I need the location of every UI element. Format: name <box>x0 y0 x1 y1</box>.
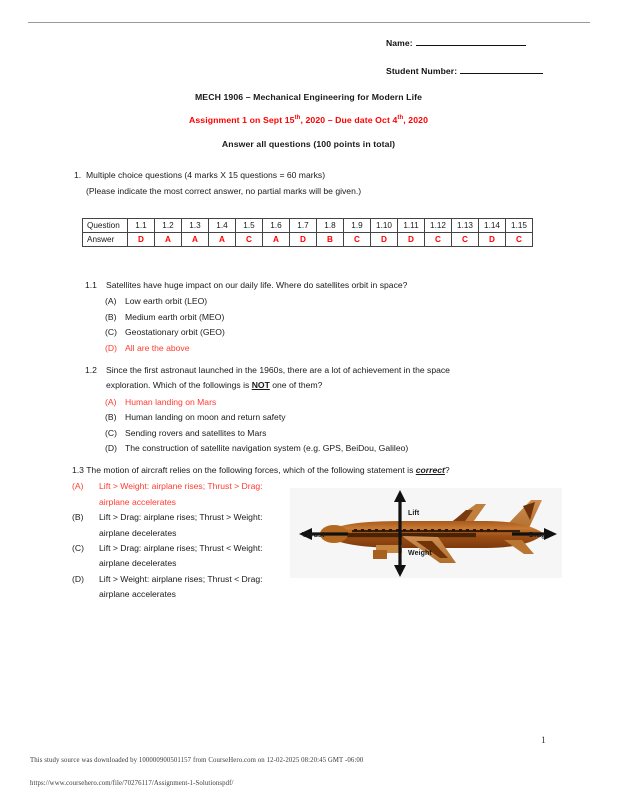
option-text: Lift > Weight: airplane rises; Thrust > Drag: airplane accelerates <box>99 481 263 507</box>
question-1-3-text-pre: The motion of aircraft relies on the following forces, which of the following statement is <box>86 465 416 475</box>
question-1-2-line-2-pre: exploration. Which of the followings is <box>106 380 252 391</box>
answer-key-table <box>82 218 533 247</box>
download-notice: This study source was downloaded by 100000900501157 from CourseHero.com on 12-02-2025 08:20:45 GMT -06:00 <box>30 757 364 764</box>
answer-cell: C <box>425 233 452 247</box>
question-1-2-line-1: Since the first astronaut launched in the 1960s, there are a lot of achievement in the space <box>106 365 450 375</box>
answer-cell: C <box>236 233 263 247</box>
option-text: Medium earth orbit (MEO) <box>125 311 225 322</box>
assignment-mid: , 2020 – Due date Oct 4 <box>300 115 398 126</box>
name-label: Name: <box>386 38 413 48</box>
row-label-question: Question <box>83 219 128 233</box>
name-blank <box>416 45 526 46</box>
answer-cell: D <box>128 233 155 247</box>
answer-cell: D <box>290 233 317 247</box>
option-letter: (A) <box>72 481 84 492</box>
option-text: Lift > Drag: airplane rises; Thrust > Weight: airplane decelerates <box>99 512 263 538</box>
option-letter: (D) <box>105 342 117 353</box>
window-dots <box>354 529 497 531</box>
section-1-line-1: Multiple choice questions (4 marks X 15 questions = 60 marks) <box>86 170 326 180</box>
question-1-2-option-c <box>85 426 555 441</box>
question-cell: 1.15 <box>506 219 533 233</box>
answer-instruction: Answer all questions (100 points in total) <box>221 138 396 149</box>
question-cell: 1.11 <box>398 219 425 233</box>
question-1-3-option-a <box>72 479 277 510</box>
question-1-1-text: Satellites have huge impact on our daily life. Where do satellites orbit in space? <box>106 280 408 290</box>
question-1-1-option-b <box>85 310 555 325</box>
answer-cell: A <box>182 233 209 247</box>
question-cell: 1.7 <box>290 219 317 233</box>
option-text: Low earth orbit (LEO) <box>125 296 208 307</box>
table-row-questions <box>83 219 533 233</box>
question-1-2-option-d <box>85 441 555 456</box>
question-cell: 1.13 <box>452 219 479 233</box>
question-1-1-stem <box>85 278 555 293</box>
question-1-2-emphasis: NOT <box>251 380 270 391</box>
option-letter: (B) <box>105 412 117 423</box>
question-cell: 1.12 <box>425 219 452 233</box>
answer-cell: D <box>371 233 398 247</box>
assignment-post: , 2020 <box>403 115 429 126</box>
student-number-field-line <box>386 66 543 76</box>
name-field-line <box>386 38 526 48</box>
title-block <box>0 92 617 162</box>
question-1-2-option-b <box>85 410 555 425</box>
question-1-3-options <box>72 479 277 602</box>
question-1-3-stem <box>72 463 552 478</box>
section-1-intro <box>74 168 362 199</box>
answer-cell: A <box>263 233 290 247</box>
assignment-sup-1: th <box>294 115 301 122</box>
assignment-pre: Assignment 1 on Sept 15 <box>188 115 295 126</box>
course-title: MECH 1906 – Mechanical Engineering for Modern Life <box>194 92 423 102</box>
question-cell: 1.1 <box>128 219 155 233</box>
option-letter: (D) <box>72 573 84 584</box>
option-letter: (B) <box>105 311 117 322</box>
answer-cell: C <box>452 233 479 247</box>
section-1-number: 1. <box>74 170 82 180</box>
assignment-dates <box>0 115 617 125</box>
page-number: 1 <box>541 736 546 746</box>
option-letter: (A) <box>105 296 117 307</box>
question-1-2-option-a <box>85 395 555 410</box>
option-text: The construction of satellite navigation system (e.g. GPS, BeiDou, Galileo) <box>125 443 409 454</box>
answer-cell: A <box>209 233 236 247</box>
option-letter: (D) <box>105 443 117 454</box>
engine-nacelle <box>373 550 387 559</box>
figure-label-lift: Lift <box>408 510 420 517</box>
question-1-2-line-2-post: one of them? <box>269 380 323 391</box>
question-cell: 1.4 <box>209 219 236 233</box>
section-1-line-2: (Please indicate the most correct answer, no partial marks will be given.) <box>86 185 362 196</box>
question-cell: 1.6 <box>263 219 290 233</box>
question-cell: 1.2 <box>155 219 182 233</box>
question-cell: 1.3 <box>182 219 209 233</box>
question-cell: 1.14 <box>479 219 506 233</box>
question-1-1-number: 1.1 <box>85 280 97 290</box>
question-1-1-option-d <box>85 341 555 356</box>
student-number-blank <box>460 73 543 74</box>
option-text: Human landing on moon and return safety <box>125 412 286 423</box>
option-text: All are the above <box>125 342 190 353</box>
question-1-3-number: 1.3 <box>72 465 84 475</box>
option-letter: (C) <box>105 427 117 438</box>
header-divider <box>28 22 590 23</box>
answer-cell: B <box>317 233 344 247</box>
source-url: https://www.coursehero.com/file/70276117/Assignment-1-Solutionspdf/ <box>30 780 234 787</box>
option-text: Lift > Drag: airplane rises; Thrust < Weight: airplane decelerates <box>99 543 263 569</box>
option-text: Lift > Weight: airplane rises; Thrust < Drag: airplane accelerates <box>99 573 263 600</box>
question-cell: 1.10 <box>371 219 398 233</box>
question-1-3-emphasis: correct <box>415 465 445 475</box>
question-1-2-number: 1.2 <box>85 365 97 375</box>
question-1-1-option-c <box>85 325 555 340</box>
question-cell: 1.9 <box>344 219 371 233</box>
horizontal-stabilizer <box>504 540 534 554</box>
question-1-3-text-post: ? <box>444 465 450 475</box>
question-1-3-option-d <box>72 572 277 603</box>
question-1-1-option-a <box>85 294 555 309</box>
option-text: Human landing on Mars <box>125 396 217 407</box>
question-cell: 1.5 <box>236 219 263 233</box>
question-1-1 <box>85 278 555 356</box>
option-letter: (B) <box>72 512 84 523</box>
question-1-2-stem <box>85 363 555 394</box>
question-1-3-option-c <box>72 541 277 572</box>
student-number-label: Student Number: <box>386 66 458 76</box>
figure-label-weight: Weight <box>408 550 432 557</box>
option-letter: (A) <box>105 396 117 407</box>
answer-cell: A <box>155 233 182 247</box>
question-1-3-option-b <box>72 510 277 541</box>
answer-cell: D <box>398 233 425 247</box>
option-text: Geostationary orbit (GEO) <box>125 327 225 338</box>
figure-label-drag: Drag <box>529 532 546 539</box>
aircraft-forces-figure <box>290 488 562 578</box>
row-label-answer: Answer <box>83 233 128 247</box>
question-1-2 <box>85 363 555 456</box>
option-letter: (C) <box>72 543 84 554</box>
question-cell: 1.8 <box>317 219 344 233</box>
table-row-answers <box>83 233 533 247</box>
assignment-sup-2: th <box>397 115 404 122</box>
airplane-illustration <box>290 488 562 578</box>
answer-cell: D <box>479 233 506 247</box>
option-text: Sending rovers and satellites to Mars <box>125 427 267 438</box>
figure-label-thrust: Thrust <box>302 532 325 539</box>
answer-cell: C <box>344 233 371 247</box>
answer-cell: C <box>506 233 533 247</box>
option-letter: (C) <box>105 327 117 338</box>
